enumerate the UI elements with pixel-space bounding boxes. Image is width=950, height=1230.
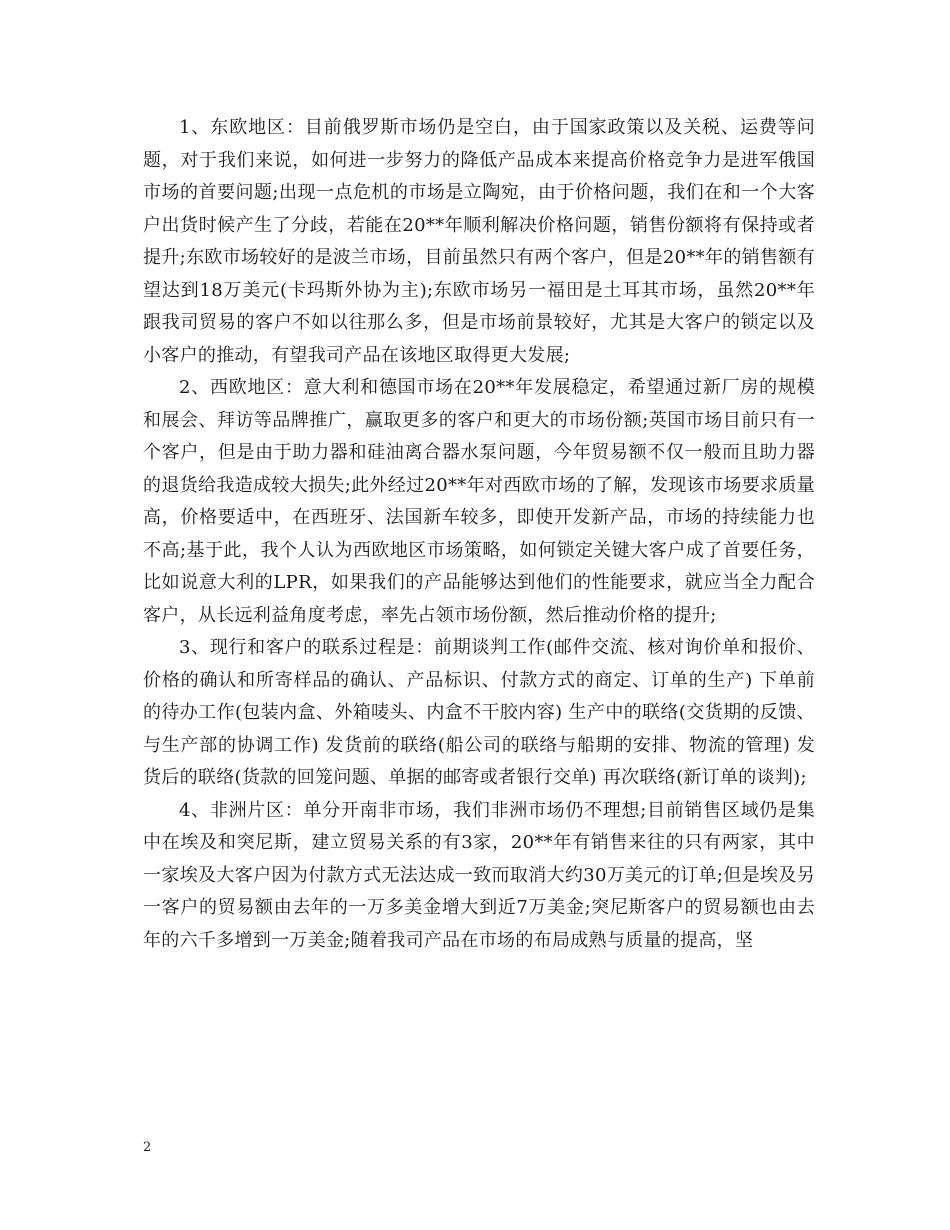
paragraph-eastern-europe: 1、东欧地区：目前俄罗斯市场仍是空白，由于国家政策以及关税、运费等问题，对于我们来说，如何进一步努力的降低产品成本来提高价格竞争力是进军俄国市场的首要问题;出现一点危机的市场是立陶宛，由于价格问题，我们在和一个大客户出货时候产生了分歧，若能在20**年顺利解决价格问题，销售份额将有保持或者提升;东欧市场较好的是波兰市场，目前虽然只有两个客户，但是20**年的销售额有望达到18万美元(卡玛斯外协为主);东欧市场另一福田是土耳其市场，虽然20**年跟我司贸易的客户不如以往那么多，但是市场前景较好，尤其是大客户的锁定以及小客户的推动，有望我司产品在该地区取得更大发展; (143, 117, 815, 366)
page-number: 2 (143, 1140, 152, 1155)
paragraph-africa-region: 4、非洲片区：单分开南非市场，我们非洲市场仍不理想;目前销售区域仍是集中在埃及和突尼斯，建立贸易关系的有3家，20**年有销售来往的只有两家，其中一家埃及大客户因为付款方式无法达成一致而取消大约30万美元的订单;但是埃及另一客户的贸易额由去年的一万多美金增大到近7万美金;突尼斯客户的贸易额也由去年的六千多增到一万美金;随着我司产品在市场的布局成熟与质量的提高，坚 (143, 799, 815, 951)
document-body (143, 112, 815, 957)
paragraph-western-europe: 2、西欧地区：意大利和德国市场在20**年发展稳定，希望通过新厂房的规模和展会、拜访等品牌推广，赢取更多的客户和更大的市场份额;英国市场目前只有一个客户，但是由于助力器和硅油离合器水泵问题，今年贸易额不仅一般而且助力器的退货给我造成较大损失;此外经过20**年对西欧市场的了解，发现该市场要求质量高，价格要适中，在西班牙、法国新车较多，即使开发新产品，市场的持续能力也不高;基于此，我个人认为西欧地区市场策略，如何锁定关键大客户成了首要任务，比如说意大利的LPR，如果我们的产品能够达到他们的性能要求，就应当全力配合客户，从长远利益角度考虑，率先占领市场份额，然后推动价格的提升; (143, 377, 815, 626)
paragraph-customer-contact-process: 3、现行和客户的联系过程是：前期谈判工作(邮件交流、核对询价单和报价、价格的确认和所寄样品的确认、产品标识、付款方式的商定、订单的生产) 下单前的待办工作(包装内盒、外箱唛头、内盒不干胶内容) 生产中的联络(交货期的反馈、与生产部的协调工作) 发货前的联络(船公司的联络与船期的安排、物流的管理) 发货后的联络(货款的回笼问题、单据的邮寄或者银行交单) 再次联络(新订单的谈判); (143, 637, 815, 788)
